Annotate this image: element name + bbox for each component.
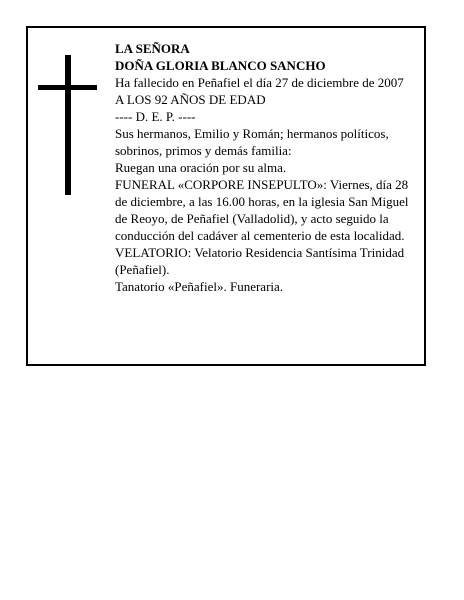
funeral-line: FUNERAL «CORPORE INSEPULTO»: Viernes, día 28 de diciembre, a las 16.00 horas, en la iglesia San Miguel de Reoyo, de Peñafiel (Valladolid), y acto seguido la conducción del cadáver al cementerio de esta localidad. <box>115 177 409 243</box>
family-line: Sus hermanos, Emilio y Román; hermanos políticos, sobrinos, primos y demás familia: <box>115 126 389 158</box>
age-line: A LOS 92 AÑOS DE EDAD <box>115 92 266 107</box>
obituary-notice <box>26 26 426 366</box>
obituary-text <box>115 40 421 295</box>
title-line-1: LA SEÑORA <box>115 41 190 56</box>
wake-line: VELATORIO: Velatorio Residencia Santísima Trinidad (Peñafiel). <box>115 245 405 277</box>
passed-away-line: Ha fallecido en Peñafiel el día 27 de diciembre de 2007 <box>115 75 404 90</box>
cross-vertical-bar <box>65 55 71 195</box>
funeral-home-line: Tanatorio «Peñafiel». Funeraria. <box>115 279 284 294</box>
rip-line: ---- D. E. P. ---- <box>115 109 196 124</box>
prayer-line: Ruegan una oración por su alma. <box>115 160 287 175</box>
cross-horizontal-bar <box>38 85 97 90</box>
deceased-name: DOÑA GLORIA BLANCO SANCHO <box>115 58 326 73</box>
